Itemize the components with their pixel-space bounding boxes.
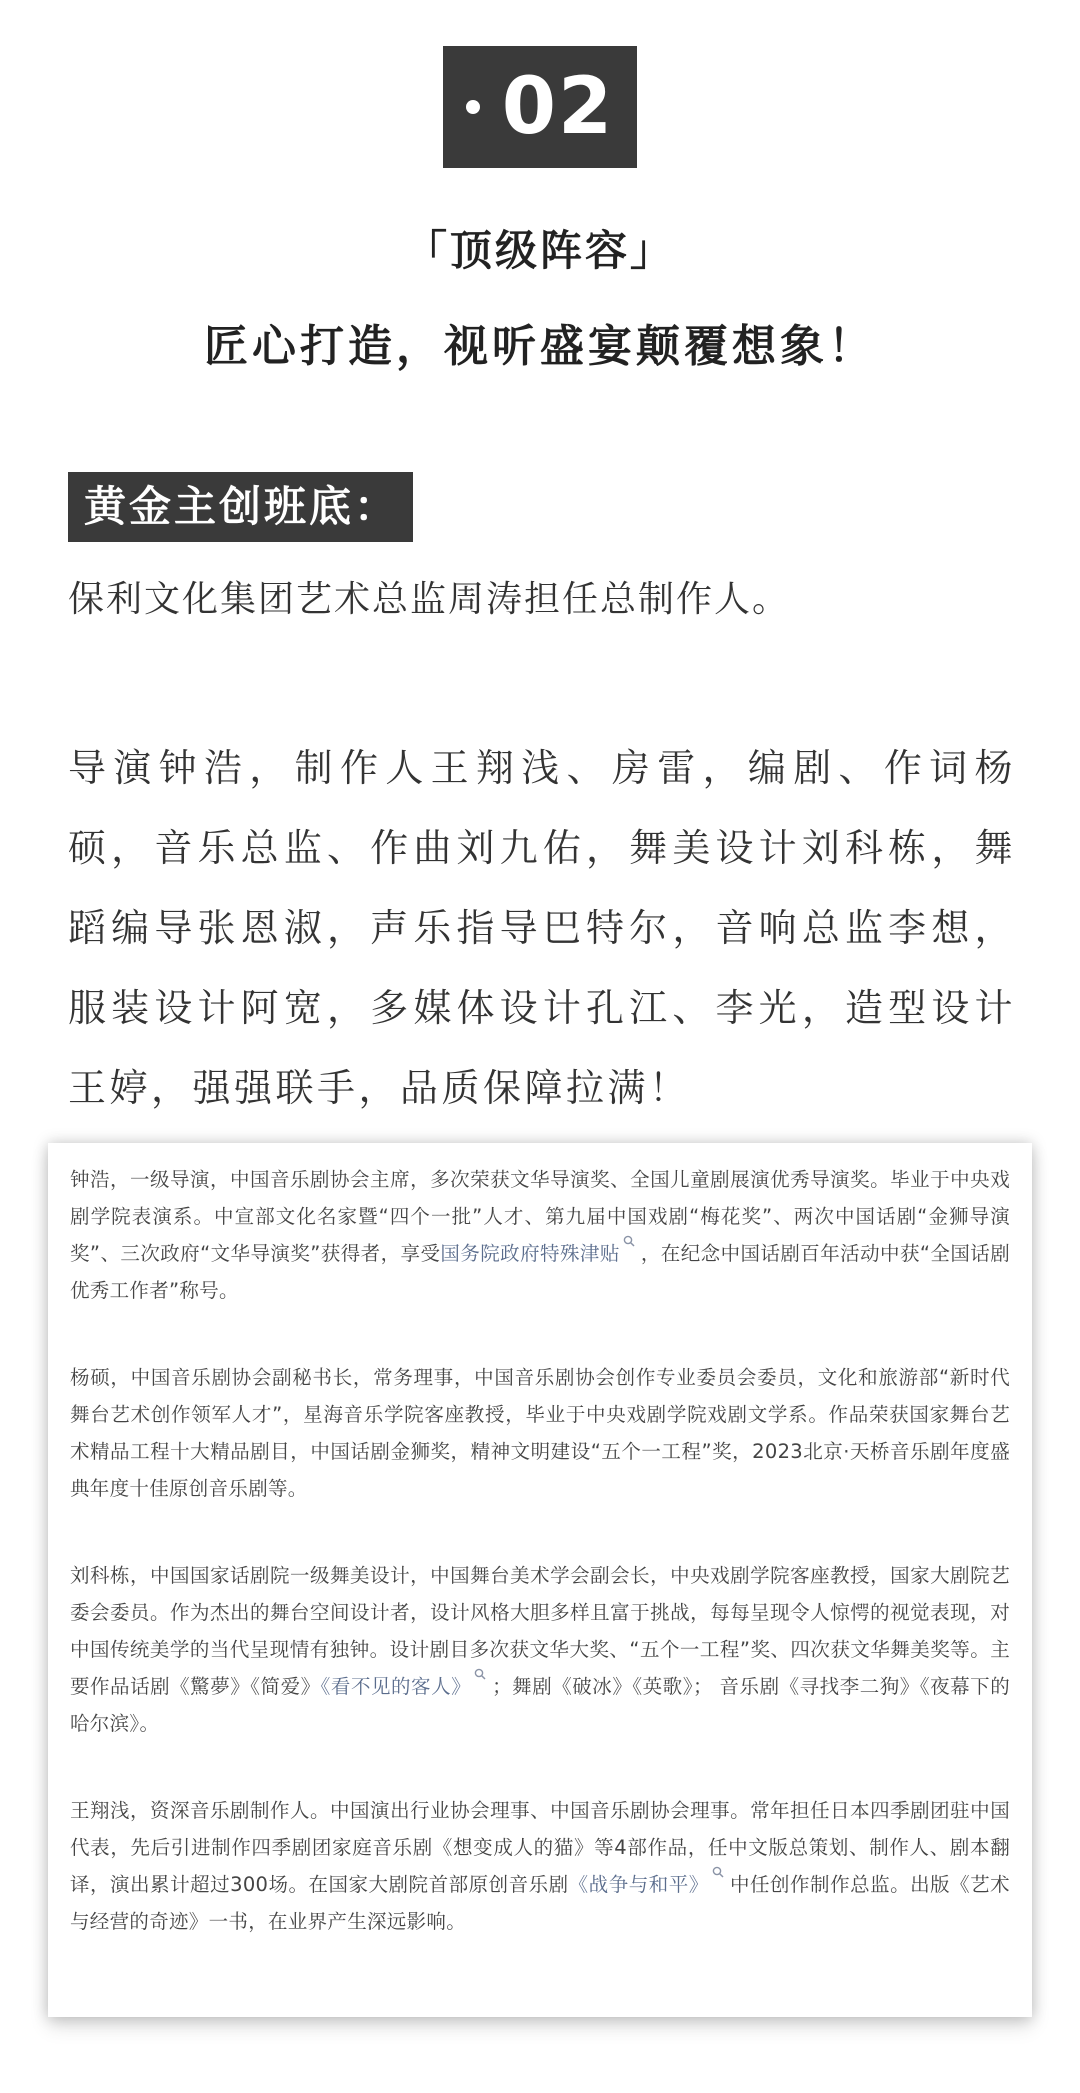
team-paragraph: 导演钟浩，制作人王翔浅、房雷，编剧、作词杨硕，音乐总监、作曲刘九佑，舞美设计刘科栋，舞蹈编导张恩淑，声乐指导巴特尔，音响总监李想，服装设计阿宽，多媒体设计孔江、李光，造型设计王婷，强强联手，品质保障拉满！ — [68, 746, 1016, 1110]
bullet-dot-icon — [466, 100, 480, 114]
bio-wangxiangqian — [70, 1792, 1010, 1940]
search-icon[interactable] — [623, 1235, 635, 1247]
bio-card-content — [70, 1161, 1010, 1940]
bio-zhonghao — [70, 1161, 1010, 1309]
section-number: 02 — [501, 62, 615, 152]
bio-yangshuo: 杨硕，中国音乐剧协会副秘书长，常务理事，中国音乐剧协会创作专业委员会委员，文化和旅游部“新时代舞台艺术创作领军人才”，星海音乐学院客座教授，毕业于中央戏剧学院戏剧文学系。作品荣获国家舞台艺术精品工程十大精品剧目，中国话剧金狮奖，精神文明建设“五个一工程”奖，2023北京·天桥音乐剧年度盛典年度十佳原创音乐剧等。 — [70, 1366, 1010, 1500]
bio-liukedong-text-1: 刘科栋，中国国家话剧院一级舞美设计，中国舞台美术学会副会长，中央戏剧学院客座教授，国家大剧院艺委会委员。作为杰出的舞台空间设计者，设计风格大胆多样且富于挑战，每每呈现令人惊愕的视觉表现，对中国传统美学的当代呈现情有独钟。设计剧目多次获文华大奖、“五个一工程”奖、四次获文华舞美奖等。主要作品话剧《驚夢》《简爱》 — [70, 1564, 1010, 1698]
bio-wangxiangqian-text-1: 王翔浅，资深音乐剧制作人。中国演出行业协会理事、中国音乐剧协会理事。常年担任日本四季剧团驻中国代表，先后引进制作四季剧团家庭音乐剧《想变成人的猫》等4部作品，任中文版总策划、制作人、剧本翻译，演出累计超过300场。在国家大剧院首部原创音乐剧 — [70, 1799, 1010, 1896]
bio-zhonghao-link[interactable]: 国务院政府特殊津贴 — [440, 1242, 620, 1265]
bio-liukedong-link[interactable]: 《看不见的客人》 — [320, 1675, 472, 1698]
section-label: 黄金主创班底： — [68, 472, 413, 542]
headline-subtitle: 匠心打造，视听盛宴颠覆想象！ — [204, 321, 876, 372]
bio-wangxiangqian-link[interactable]: 《战争与和平》 — [568, 1873, 709, 1896]
bio-card — [48, 1143, 1032, 2017]
bio-wangxiangqian-text-2: 中任创作制作总监。出版《艺术与经营的奇迹》一书，在业界产生深远影响。 — [70, 1873, 1010, 1933]
intro-paragraph: 保利文化集团艺术总监周涛担任总制作人。 — [68, 579, 791, 620]
search-icon[interactable] — [474, 1668, 486, 1680]
bio-zhonghao-text-2: ，在纪念中国话剧百年活动中获“全国话剧优秀工作者”称号。 — [70, 1242, 1010, 1302]
bio-zhonghao-text-1: 钟浩，一级导演，中国音乐剧协会主席，多次荣获文华导演奖、全国儿童剧展演优秀导演奖。毕业于中央戏剧学院表演系。中宣部文化名家暨“四个一批”人才、第九届中国戏剧“梅花奖”、两次中国话剧“金狮导演奖”、三次政府“文华导演奖”获得者，享受 — [70, 1168, 1010, 1265]
section-number-badge — [443, 46, 637, 168]
bio-liukedong-text-2: ；舞剧《破冰》《英歌》； 音乐剧《寻找李二狗》《夜幕下的哈尔滨》。 — [70, 1675, 1010, 1735]
bio-liukedong — [70, 1557, 1010, 1742]
search-icon[interactable] — [712, 1866, 724, 1878]
headline-title: 「顶级阵容」 — [404, 226, 675, 275]
